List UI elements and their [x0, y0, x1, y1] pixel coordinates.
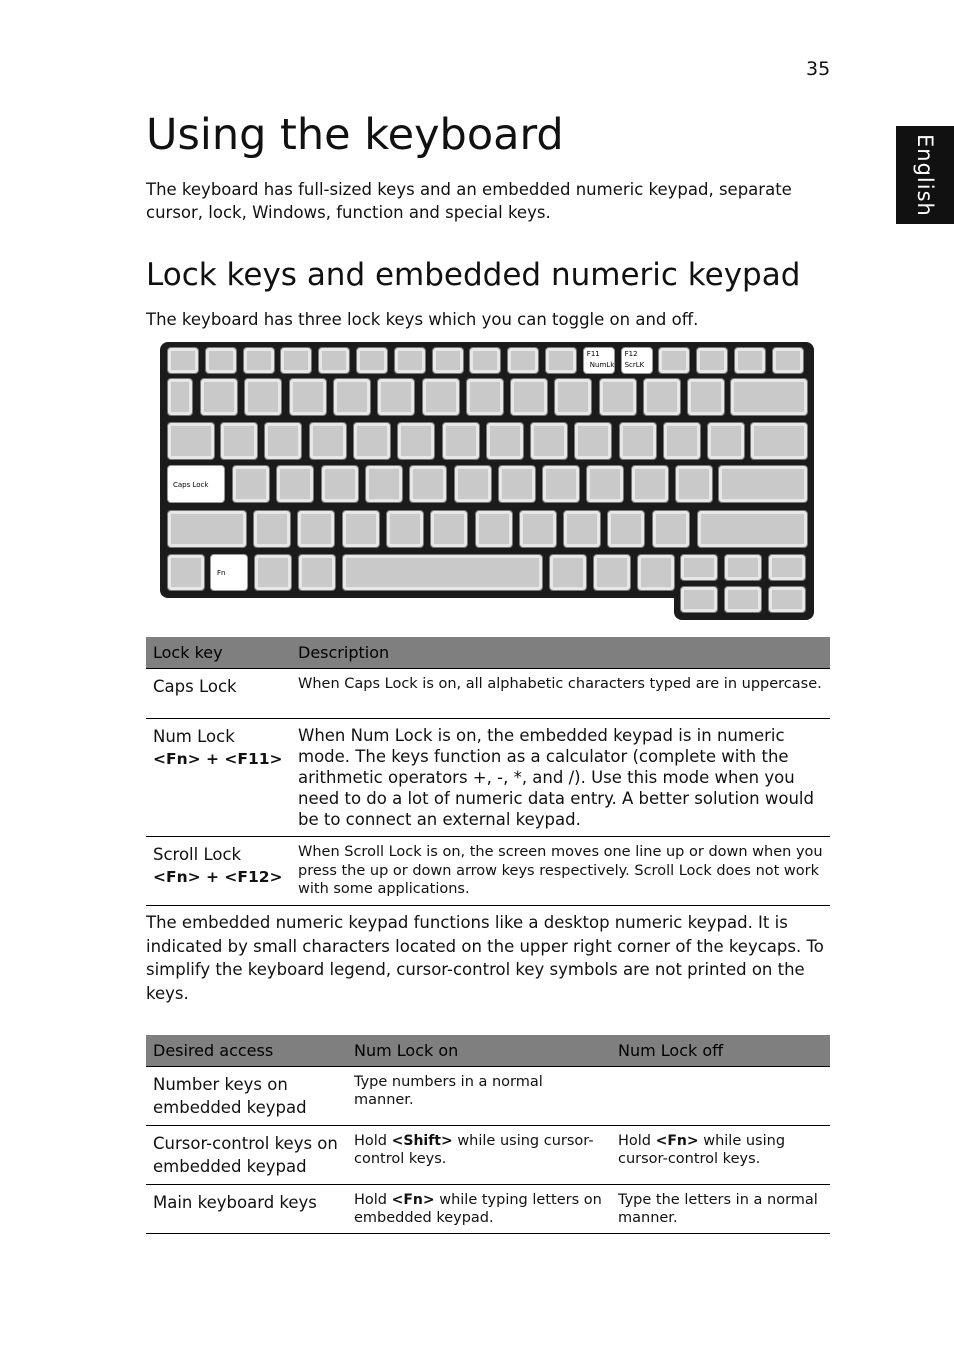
table-row: [146, 837, 830, 906]
keycap: [687, 378, 725, 416]
keycap: [205, 347, 237, 374]
col-header-num-lock-on: Num Lock on: [347, 1035, 611, 1067]
table-row: [146, 1126, 830, 1185]
num-lock-off-cell: [611, 1126, 830, 1185]
f11-numlk-key: [583, 347, 615, 374]
num-lock-on-cell: [347, 1185, 611, 1234]
lock-keys-table: [146, 637, 830, 906]
keycap: [264, 422, 302, 460]
keycap: [220, 422, 258, 460]
keycap: [486, 422, 524, 460]
keycap: [574, 422, 612, 460]
access-cell: Cursor-control keys on embedded keypad: [146, 1126, 347, 1185]
keycap: [475, 510, 513, 548]
keycap: [593, 554, 631, 591]
keycap: [734, 347, 766, 374]
keycap: [542, 465, 580, 503]
keycap: [675, 465, 713, 503]
keycap-label: Caps Lock: [173, 481, 209, 489]
text: Hold: [354, 1192, 392, 1208]
keycap: [643, 378, 681, 416]
lock-key-combo: <Fn> + <F11>: [153, 750, 283, 768]
keycap: [409, 465, 447, 503]
lock-key-name: Num Lock: [153, 727, 235, 746]
keycap: [545, 347, 577, 374]
keycap: [768, 586, 806, 613]
keycap: [254, 554, 292, 591]
lock-key-cell: [146, 837, 291, 906]
keycap: [167, 378, 193, 416]
keycap: [342, 554, 543, 591]
text: Hold: [354, 1133, 392, 1149]
section-title: Lock keys and embedded numeric keypad: [146, 257, 801, 293]
keycap: [167, 422, 215, 460]
keycap-label: ScrLK: [624, 361, 645, 369]
keycap: [167, 510, 247, 548]
keycap: [680, 586, 718, 613]
keycap-label: Fn: [217, 569, 226, 577]
keycap: [386, 510, 424, 548]
keycap: [342, 510, 380, 548]
keycap: [167, 554, 205, 591]
lock-desc-cell: When Num Lock is on, the embedded keypad is in numeric mode. The keys function as a calculator (complete with the arithmetic operators +, -, *, and /). Use this mode when you need to do a lot of numeric data entry. A better solution would be to connect an external keypad.: [291, 719, 830, 837]
keypad-paragraph: The embedded numeric keypad functions like a desktop numeric keypad. It is indicated by small characters located on the upper right corner of the keycaps. To simplify the keyboard legend, cursor-control key symbols are not printed on the keys.: [146, 913, 824, 1003]
language-tab: [896, 126, 954, 224]
keycap: [724, 554, 762, 581]
keycap: [309, 422, 347, 460]
keycap: [563, 510, 601, 548]
num-lock-on-cell: [347, 1126, 611, 1185]
page-title: Using the keyboard: [146, 110, 564, 160]
text: while using cursor-control keys.: [354, 1133, 594, 1167]
table-row: [146, 1185, 830, 1234]
keycap: [631, 465, 669, 503]
num-lock-off-cell: Type the letters in a normal manner.: [611, 1185, 830, 1234]
access-cell: Main keyboard keys: [146, 1185, 347, 1234]
keycap: [298, 554, 336, 591]
keycap: [454, 465, 492, 503]
keycap: [607, 510, 645, 548]
page-number: 35: [806, 58, 831, 80]
language-tab-label: English: [913, 133, 937, 217]
keycap: [289, 378, 327, 416]
keycap: [200, 378, 238, 416]
keycap: [549, 554, 587, 591]
keycap: [707, 422, 745, 460]
col-header-description: Description: [291, 637, 830, 669]
keycap: [442, 422, 480, 460]
lock-key-name: Caps Lock: [153, 677, 237, 696]
keycap: [599, 378, 637, 416]
caps-lock-key: [167, 465, 225, 503]
keycap: [519, 510, 557, 548]
keycap: [318, 347, 350, 374]
keycap-label: NumLk: [589, 361, 615, 369]
lock-key-cell: [146, 719, 291, 837]
keycap: [554, 378, 592, 416]
num-lock-on-cell: Type numbers in a normal manner.: [347, 1067, 611, 1126]
lock-key-cell: [146, 669, 291, 719]
keycap: [768, 554, 806, 581]
access-cell: Number keys on embedded keypad: [146, 1067, 347, 1126]
keycap: [333, 378, 371, 416]
section-intro: The keyboard has three lock keys which you can toggle on and off.: [146, 310, 699, 329]
keycap: [377, 378, 415, 416]
keycap: [397, 422, 435, 460]
keycap: [297, 510, 335, 548]
lock-key-combo: <Fn> + <F12>: [153, 868, 283, 886]
col-header-num-lock-off: Num Lock off: [611, 1035, 830, 1067]
keycap: [365, 465, 403, 503]
text: while using cursor-control keys.: [618, 1133, 786, 1167]
fn-key: [210, 554, 248, 591]
keycap: [772, 347, 804, 374]
table-row: [146, 719, 830, 837]
keycap: [652, 510, 690, 548]
lock-desc-cell: When Scroll Lock is on, the screen moves one line up or down when you press the up or down arrow keys respectively. Scroll Lock does not work with some applications.: [291, 837, 830, 906]
keycap: [243, 347, 275, 374]
keycap: [586, 465, 624, 503]
keycap: [280, 347, 312, 374]
keycap: [167, 347, 199, 374]
table-row: [146, 669, 830, 719]
keycap: [498, 465, 536, 503]
keycap: [696, 347, 728, 374]
keycap: [469, 347, 501, 374]
keycap: [637, 554, 675, 591]
keycap: [507, 347, 539, 374]
intro-paragraph: The keyboard has full-sized keys and an embedded numeric keypad, separate cursor, lock, Windows, function and special keys.: [146, 180, 792, 222]
keycap: [432, 347, 464, 374]
keycap: [697, 510, 808, 548]
keycap: [321, 465, 359, 503]
access-table: [146, 1035, 830, 1234]
keycap: [730, 378, 808, 416]
text: while typing letters on embedded keypad.: [354, 1192, 602, 1226]
keycap: [356, 347, 388, 374]
key-shift: <Shift>: [391, 1133, 453, 1149]
keycap: [680, 554, 718, 581]
keycap: [276, 465, 314, 503]
col-header-desired-access: Desired access: [146, 1035, 347, 1067]
keycap: [422, 378, 460, 416]
keycap: [718, 465, 808, 503]
keycap: [530, 422, 568, 460]
keycap: [619, 422, 657, 460]
keycap: [750, 422, 808, 460]
keycap: [663, 422, 701, 460]
lock-key-name: Scroll Lock: [153, 845, 242, 864]
keycap: [394, 347, 426, 374]
keyboard-illustration: [160, 342, 814, 620]
f12-scrlk-key: [621, 347, 653, 374]
keycap: [724, 586, 762, 613]
keycap: [232, 465, 270, 503]
keycap: [510, 378, 548, 416]
num-lock-off-cell: [611, 1067, 830, 1126]
keycap-label: F12: [624, 350, 638, 358]
key-fn: <Fn>: [391, 1192, 435, 1208]
keycap: [244, 378, 282, 416]
text: Hold: [618, 1133, 656, 1149]
lock-desc-cell: When Caps Lock is on, all alphabetic characters typed are in uppercase.: [291, 669, 830, 719]
keycap: [430, 510, 468, 548]
keycap: [253, 510, 291, 548]
col-header-lock-key: Lock key: [146, 637, 291, 669]
key-fn: <Fn>: [655, 1133, 699, 1149]
keycap: [353, 422, 391, 460]
keycap: [466, 378, 504, 416]
keycap: [658, 347, 690, 374]
keycap-label: F11: [586, 350, 600, 358]
table-row: [146, 1067, 830, 1126]
